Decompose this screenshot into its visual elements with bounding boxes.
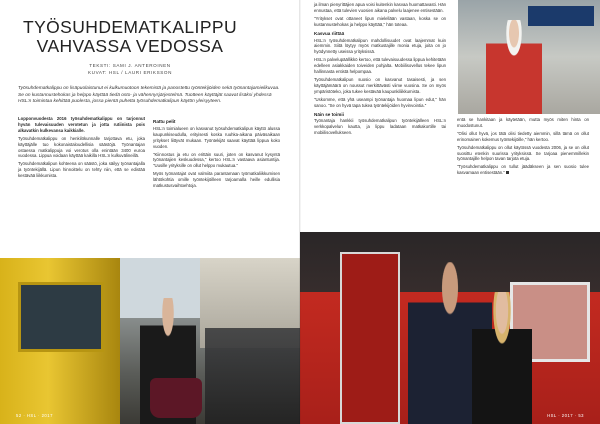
col3-para-5: Työsuhdematkalipun suosio on kasvanut tasaisesti, ja sen käyttäjämäärä on noussut merkittävästi viime vuosina. Se on myös ympäristöteko, joka tukee kestävää kaupunkiliikkumista. xyxy=(314,76,446,94)
col4-para-2: "Olisi ollut hyvä, jos tätä olisi tiedetty aiemmin, sillä tämä on ollut erinomainen kokemus työntekijöille," hän kertoo. xyxy=(457,130,589,142)
column-1 xyxy=(18,116,145,256)
col2-para-2: "Kiinnostus ja etu on erittäin suuri, joten on kasvanut kysyntä työnantajien keskuudessa," kertoo HSL:n vastaava asiantuntija. "Uusille yrityksille on ollut helppo mukautua." xyxy=(153,151,280,169)
article-title-line2: VAHVASSA VEDOSSA xyxy=(36,36,224,56)
departure-board-shape xyxy=(528,6,594,26)
page-folio-left: 52 · HSL · 2017 xyxy=(16,413,53,418)
col3-heading: Kasvua riittää xyxy=(314,30,345,36)
woman-red-coat-figure xyxy=(486,20,542,114)
col3-para-2: "Yritykset ovat ottaneet lipun mielellään vastaan, koska se on kustannustehokas ja helppo käyttää," hän toteaa. xyxy=(314,15,446,27)
column-3 xyxy=(300,2,450,226)
woman-blonde-figure xyxy=(472,292,532,424)
col3-para-6: "Uskomme, että yhä useampi työnantaja huomaa lipun edut," hän sanoo. "Se on hyvä tapa tukea työntekijöiden hyvinvointia." xyxy=(314,96,446,108)
train-door-shape xyxy=(340,252,400,424)
photo-couple-train xyxy=(300,232,600,424)
col3-para-1: ja ilman pienyrittäjien apua voisi kuitenkin kasvaa huomattavasti. Hän ennustaa, että tulevien vuosien aikana palvelu laajenee entisestään. xyxy=(314,2,446,13)
col4-para-4 xyxy=(457,164,589,176)
col1-para-2: Työsuhdematkalippu on henkilökunnalle tarjottava etu, joka käyttäjälle tuo kokonaistaloudellisia säästöjä. Työnantajan ostaessa matkalippuja voi verotus olla enintään 3400 euroa vuodessa. Lippua voidaan käyttää kaikilla HSL:n kulkuvälineillä. xyxy=(18,135,145,159)
lead-paragraph: Työsuhdematkalippu on lisäpuolaistunut ei kulkumuotoon tekemistä ja panostettu työntekijöiden sekä työnantajamielikuvaa. Se on kustannustehokas ja helppo käyttää tiedä osto- ja vähennysjärjestelmä. Tuotteen käyttäjät saavat lisäksi yhdessä HSL:n toimintaa kehittää puolesta, jossa pientä puhetta työsuhdematkalipun käytön yleisyyteen. xyxy=(18,86,280,104)
column-4 xyxy=(457,117,589,227)
article-title-block xyxy=(20,18,240,76)
col4-closing: "Työsuhdematkalippu on tullut jäädäkseen ja sen suosio tulee kasvamaan entisestään." xyxy=(457,164,589,176)
end-mark-icon xyxy=(506,171,509,174)
credit-text: TEKSTI: SAMI J. ANTEROINEN xyxy=(89,63,171,68)
handbag-shape xyxy=(150,378,202,418)
col1-para-3: Työsuhdematkalipun kohteena on säästö, joka säilyy työnantajalla ja työntekijällä. Lipun hinnoittelu on tehty niin, että se edistää kestävää liikkumista. xyxy=(18,161,145,179)
col2-heading: Rattu pelit xyxy=(153,119,176,124)
article-title-line1: TYÖSUHDEMATKALIPPU xyxy=(23,17,237,37)
column-2 xyxy=(153,116,280,256)
crowd-shape xyxy=(205,328,300,424)
photo-woman-station xyxy=(458,0,600,114)
col3-para-7: Työnantaja hankkii työsuhdematkalipun työntekijälleen HSL:n verkkopalvelun kautta, ja lippu ladataan matkakortille tai mobiilisovellukseen. xyxy=(314,118,446,136)
col3-para-3: HSL:n työsuhdematkalipun mahdollisuudet ovat laajemmat kuin aiemmin. Siitä löytyy myös matkustajille monia etuja, joita on jo hyödynnetty useissa yrityksissä. xyxy=(314,37,446,55)
right-page xyxy=(300,0,600,424)
credit-photo: KUVAT: HSL / LAURI ERIKSSON xyxy=(87,69,173,75)
spread-gutter xyxy=(299,0,301,424)
col2-para-1: HSL:n toimialueen on kasvanut työsuhdematkalipun käyttö alussa kaupunkiseudulla, erityisesti koska ruuhka-aikana päiväsaikaan yritykset liittyvät mukaan. Työntekijät saavat käyttää lippua koko vuoden. xyxy=(153,125,280,149)
col2-para-3: Myös työnantajat ovat valmiita parantamaan työmatkaliikkumisen lähtökohtia omille työntekijöilleen tarjoamalla heille edullisia matkustusvaihtoehtoja. xyxy=(153,171,280,189)
col1-para-1: Lopponvuodesta 2016 työsuhdematkalippu on tarjonnut hyvän tulevaisuuden verotetun ja jotta rutiinista pois alkavatkin kulkevansa kaikkialle. xyxy=(18,116,145,133)
credits xyxy=(20,63,240,76)
photo-tram-woman xyxy=(0,258,300,424)
page-folio-right: HSL · 2017 · 53 xyxy=(547,413,584,418)
col3-heading-2: Näin se toimii xyxy=(314,111,344,117)
col4-para-3: Työsuhdematkalippu on ollut käytössä vuodesta 2006, ja se on ollut suosittu etenkin suurissa yrityksissä. Se tarjoaa pienemmillekin työnantajille helpon tavan tarjota etuja. xyxy=(457,144,589,162)
col4-para-1: entä se hankitaan ja käytetään, mutta myös miten hinta on muodostunut. xyxy=(457,117,589,128)
col3-para-4: HSL:n palvelupäällikkö kertoo, että tulevaisuudessa lippua kehitetään edelleen asiakkaiden toiveiden pohjalta. Mobiilisovellus tekee lipun hallinnasta entistä helpompaa. xyxy=(314,57,446,75)
tram-window-shape xyxy=(18,282,104,352)
